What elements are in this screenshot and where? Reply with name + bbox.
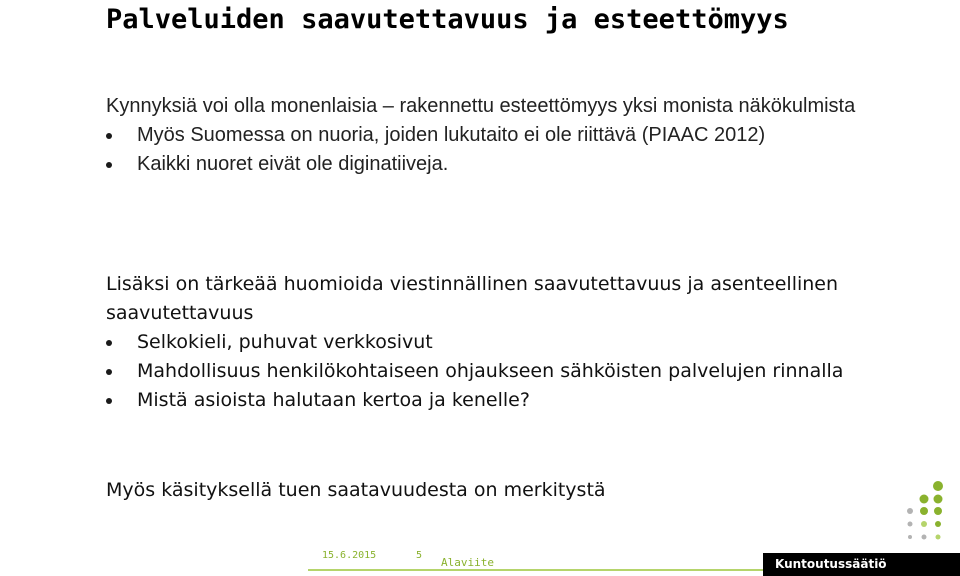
bullet-icon [106,133,112,139]
logo-dots-icon [900,480,952,550]
bullet-icon [106,369,112,375]
paragraph-1-list [106,121,906,179]
footer-text: Alaviite [441,556,494,569]
paragraph-2 [106,270,906,415]
bullet-icon [106,162,112,168]
list-item [106,121,906,150]
list-item-text: Mistä asioista halutaan kertoa ja kenelle? [137,389,530,411]
list-item-text: Mahdollisuus henkilökohtaiseen ohjaukseen sähköisten palvelujen rinnalla [137,360,844,382]
list-item-text: Kaikki nuoret eivät ole diginatiiveja. [137,153,449,175]
list-item-text: Selkokieli, puhuvat verkkosivut [137,331,433,353]
bullet-icon [106,398,112,404]
paragraph-1 [106,92,906,179]
list-item [106,150,906,179]
paragraph-2-intro: Lisäksi on tärkeää huomioida viestinnällinen saavutettavuus ja asenteellinen saavutettavuus [106,273,839,324]
list-item [106,386,906,415]
list-item [106,328,906,357]
bullet-icon [106,340,112,346]
list-item-text: Myös Suomessa on nuoria, joiden lukutaito ei ole riittävä (PIAAC 2012) [137,124,766,146]
footer-date: 15.6.2015 [322,550,377,561]
paragraph-1-intro: Kynnyksiä voi olla monenlaisia – rakennettu esteettömyys yksi monista näkökulmista [106,95,856,117]
paragraph-3-text: Myös käsityksellä tuen saatavuudesta on merkitystä [106,479,606,501]
footer-page-number: 5 [416,550,423,561]
paragraph-3 [106,476,906,505]
list-item [106,357,906,386]
brand-label: Kuntoutussäätiö [763,553,960,576]
paragraph-2-list [106,328,906,415]
slide-title: Palveluiden saavutettavuus ja esteettömyys [106,4,789,35]
